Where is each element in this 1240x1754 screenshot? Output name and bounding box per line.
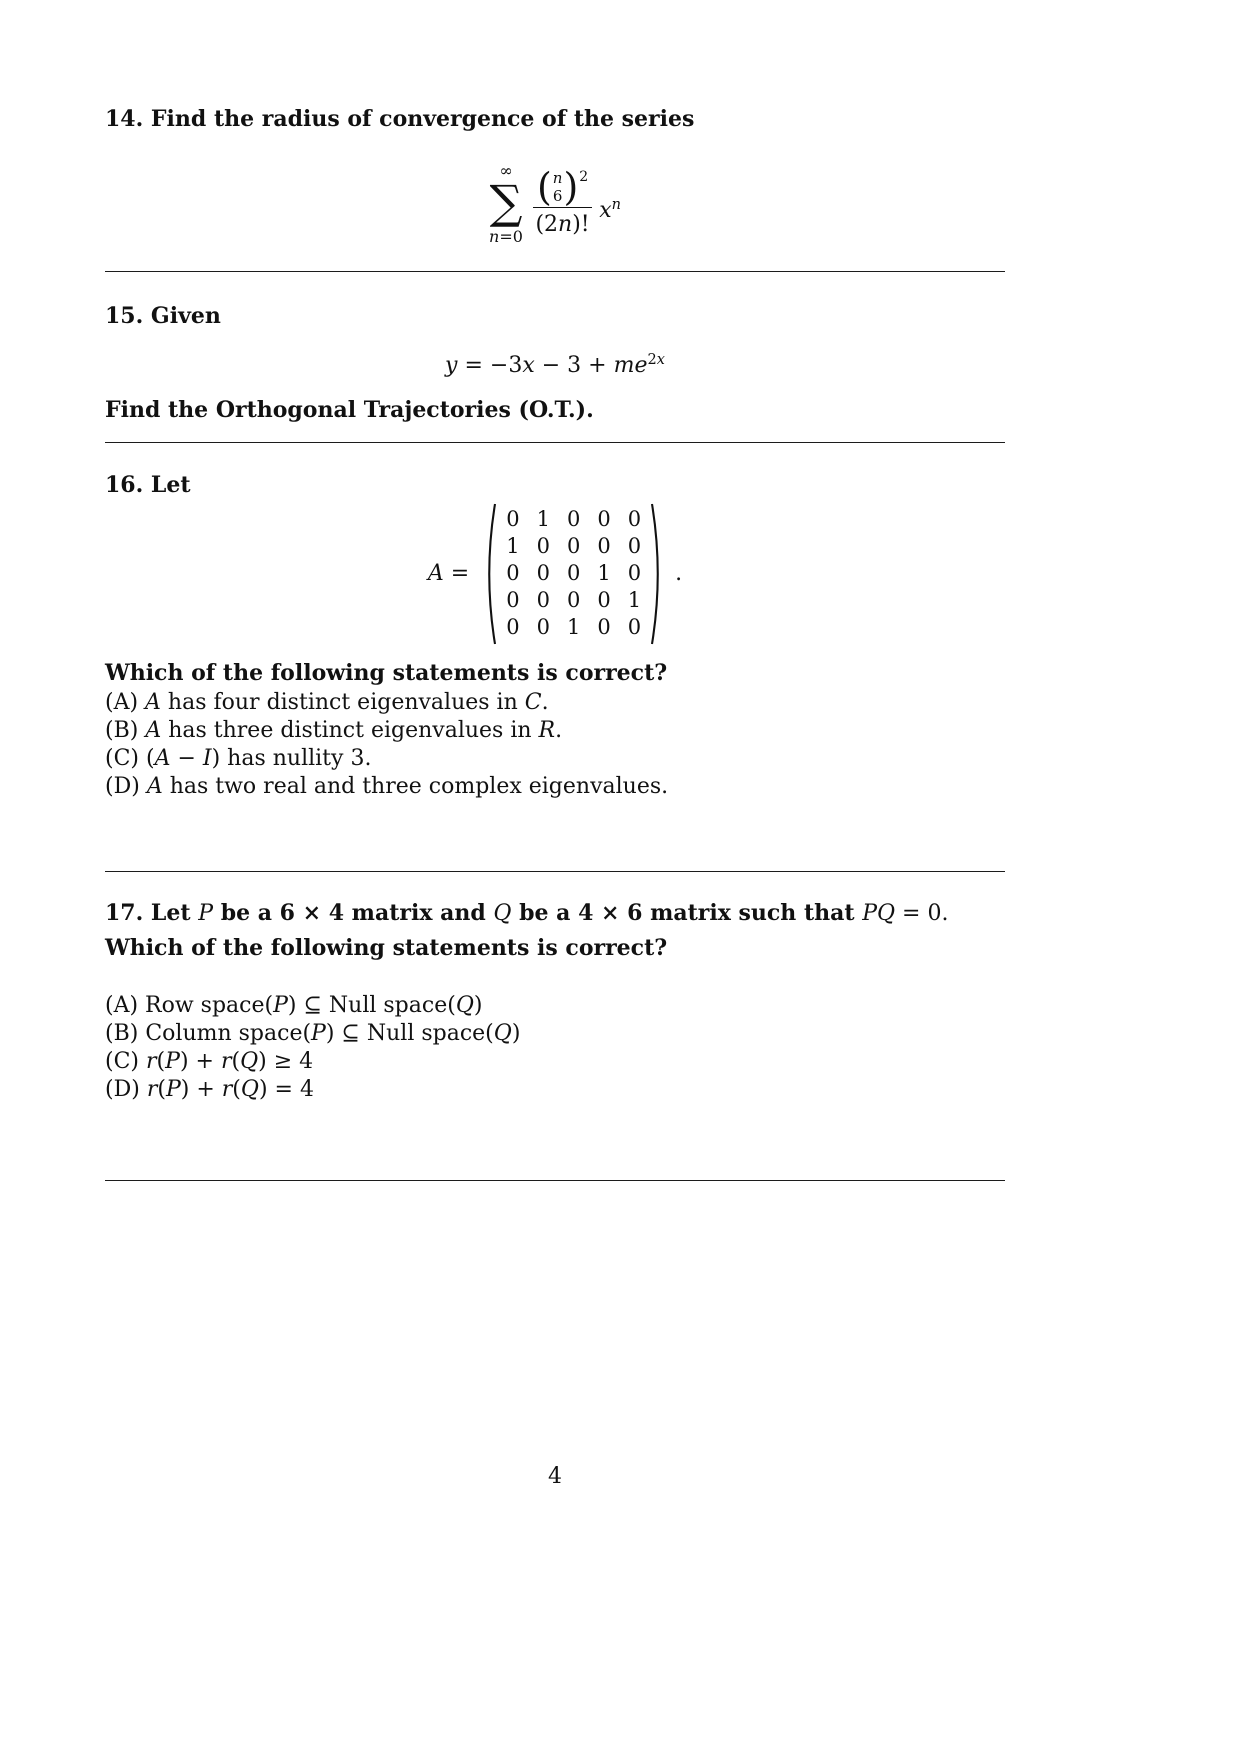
equation: $y = -3x - 3 + me^{2x}$ [445,351,665,378]
matrix-cell: 0 [536,588,550,613]
sigma-symbol: ∑ [489,175,523,229]
question-16-question: Which of the following statements is correct? [105,659,668,686]
summation-operator [489,163,523,245]
matrix-cell: 0 [597,588,611,613]
question-15 [105,302,1005,424]
matrix-cell: 0 [597,615,611,640]
option-d: (D) r(P) + r(Q) = 4 [105,1076,314,1102]
matrix-period: . [675,560,683,586]
matrix-cell: 0 [506,615,520,640]
option-d: (D) A has two real and three complex eigenvalues. [105,773,669,799]
fraction [533,164,592,239]
binomial-top: n [552,168,563,187]
option-a: (A) A has four distinct eigenvalues in C. [105,689,549,715]
question-17-options [105,992,1005,1104]
matrix-cell: 1 [536,507,550,532]
matrix-cell: 1 [506,534,520,559]
right-parenthesis: ) [563,164,579,209]
question-15-title: 15. Given [105,302,221,329]
question-15-instruction: Find the Orthogonal Trajectories (O.T.). [105,396,594,423]
matrix-cell: 1 [566,615,581,640]
question-17-title: 17. Let P be a 6 × 4 matrix and Q be a 4 × 6 matrix such that PQ = 0. Which of the following statements is correct? [105,899,949,961]
question-16-title: 16. Let [105,471,191,498]
matrix-cell: 0 [506,507,520,532]
section-divider [105,1180,1005,1181]
binomial-bottom: 6 [552,186,563,205]
matrix-equation-lhs: A = [427,560,470,586]
matrix [497,502,650,645]
fraction-numerator [533,164,592,209]
matrix-cell: 0 [566,507,581,532]
section-divider [105,871,1005,872]
section-divider [105,442,1005,443]
summation-upper-limit: ∞ [499,161,513,180]
matrix-left-parenthesis-icon [481,501,497,647]
matrix-cell: 0 [536,534,550,559]
matrix-cell: 0 [536,615,550,640]
option-c: (C) (A − I) has nullity 3. [105,745,372,771]
question-15-equation [105,352,1005,380]
matrix-cell: 0 [566,534,581,559]
matrix-cell: 0 [627,615,642,640]
question-16 [105,471,1005,801]
page-number: 4 [548,1463,562,1489]
matrix-cell: 0 [566,588,581,613]
question-14 [105,105,1005,245]
matrix-cell: 0 [566,561,581,586]
question-14-formula [105,163,1005,245]
matrix-cell: 0 [597,507,611,532]
matrix-right-parenthesis-icon [650,501,666,647]
matrix-cell: 0 [506,561,520,586]
matrix-display [105,501,1005,647]
series-term: $x^n$ [599,196,621,223]
matrix-cell: 0 [506,588,520,613]
binomial-stack [552,169,564,205]
summation-lower-limit: n=0 [489,226,523,246]
question-14-title: 14. Find the radius of convergence of the series [105,106,695,132]
question-16-options [105,689,1005,801]
binomial-exponent: 2 [579,168,589,185]
section-divider [105,271,1005,272]
fraction-denominator: (2n)! [535,211,590,237]
matrix-cell: 1 [627,588,642,613]
matrix-cell: 0 [536,561,550,586]
option-c: (C) r(P) + r(Q) ≥ 4 [105,1048,314,1074]
matrix-cell: 1 [597,561,611,586]
option-a: (A) Row space(P) ⊆ Null space(Q) [105,992,483,1018]
matrix-cell: 0 [627,561,642,586]
matrix-cell: 0 [627,534,642,559]
question-17 [105,896,1005,1104]
left-parenthesis: ( [536,164,552,209]
option-b: (B) A has three distinct eigenvalues in R. [105,717,563,743]
binomial-coefficient [536,164,579,209]
option-b: (B) Column space(P) ⊆ Null space(Q) [105,1020,521,1046]
matrix-cell: 0 [597,534,611,559]
matrix-cell: 0 [627,507,642,532]
